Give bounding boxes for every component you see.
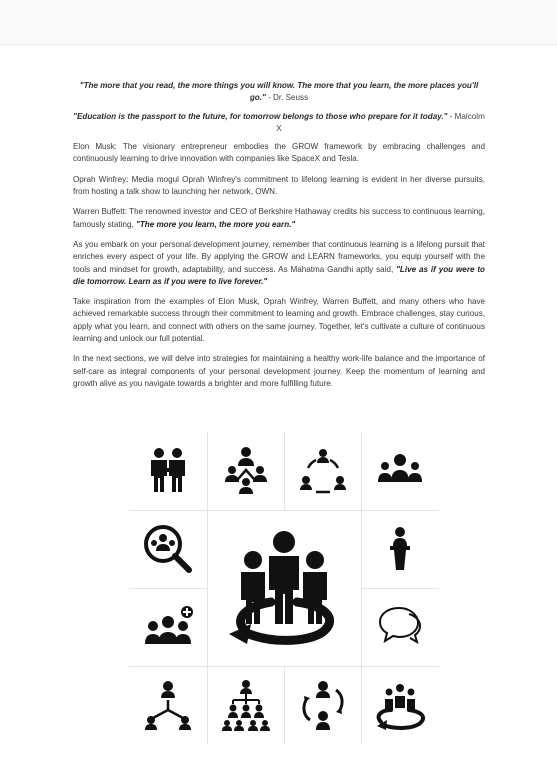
paragraph-journey: As you embark on your personal development journey, remember that continuous learning is a lifelong pursuit that enriches every aspect of your life. By applying the GROW and LEARN frameworks, you equip yourself with the tools and mindset for growth, adaptability, and success. As Mahatma Gandhi aptly said, "Live as if you were to die tomorrow. Learn as if you were to live forever." <box>73 239 485 286</box>
grid-line <box>284 432 285 510</box>
grid-line <box>284 666 285 744</box>
grid-line <box>129 588 207 589</box>
org-chart-icon <box>219 678 273 732</box>
team-leader-icon <box>373 444 427 498</box>
exchange-people-icon <box>296 678 350 732</box>
speech-bubbles-icon <box>373 600 427 654</box>
hierarchy-icon <box>141 678 195 732</box>
quote-seuss: "The more that you read, the more things you will know. The more that you learn, the more places you'll go." - Dr. Seuss <box>79 81 479 103</box>
teamwork-icons-figure <box>129 432 439 744</box>
speaker-podium-icon <box>373 522 427 576</box>
team-growth-cycle-icon <box>219 522 349 652</box>
document-body <box>73 80 485 398</box>
paragraph-elon-musk: Elon Musk: The visionary entrepreneur embodies the GROW framework by embracing challenges and continuously learning to drive innovation with companies like SpaceX and Tesla. <box>73 142 485 164</box>
two-people-icon <box>141 444 195 498</box>
grid-line <box>361 666 362 744</box>
paragraph-oprah-winfrey: Oprah Winfrey: Media mogul Oprah Winfrey's commitment to lifelong learning is evident in her diverse pursuits, from hosting a talk show to launching her network, OWN. <box>73 174 485 197</box>
grid-line <box>361 510 362 666</box>
paragraph-warren-buffett: Warren Buffett: The renowned investor and CEO of Berkshire Hathaway credits his success to continuous learning, famously stating, "The more you learn, the more you earn." <box>73 207 485 229</box>
team-meeting-icon <box>219 444 273 498</box>
team-rotation-icon <box>373 678 427 732</box>
grid-line <box>207 666 208 744</box>
grid-line <box>207 510 208 666</box>
add-group-icon <box>141 600 195 654</box>
search-people-icon <box>141 522 195 576</box>
page-top-bar <box>0 0 557 45</box>
grid-line <box>361 432 362 510</box>
team-cycle-icon <box>296 444 350 498</box>
grid-line <box>129 510 439 511</box>
quote-malcolm-x: "Education is the passport to the future, for tomorrow belongs to those who prepare for it today." - Malcolm X <box>73 111 485 133</box>
grid-line <box>361 588 439 589</box>
paragraph-next-sections: In the next sections, we will delve into strategies for maintaining a healthy work-life balance and the importance of self-care as integral components of your personal development journey. Keep the momentum of learning and growth alive as you navigate towards a brighter and more fulfilling future. <box>73 354 485 388</box>
grid-line <box>207 432 208 510</box>
paragraph-inspiration: Take inspiration from the examples of Elon Musk, Oprah Winfrey, Warren Buffett, and many others who have achieved remarkable success through their commitment to learning and growth. Embrace challenges, stay curious, apply what you learn, and connect with others on the same journey. Together, let's cultivate a culture of continuous learning and unlock our full potential. <box>73 297 485 344</box>
